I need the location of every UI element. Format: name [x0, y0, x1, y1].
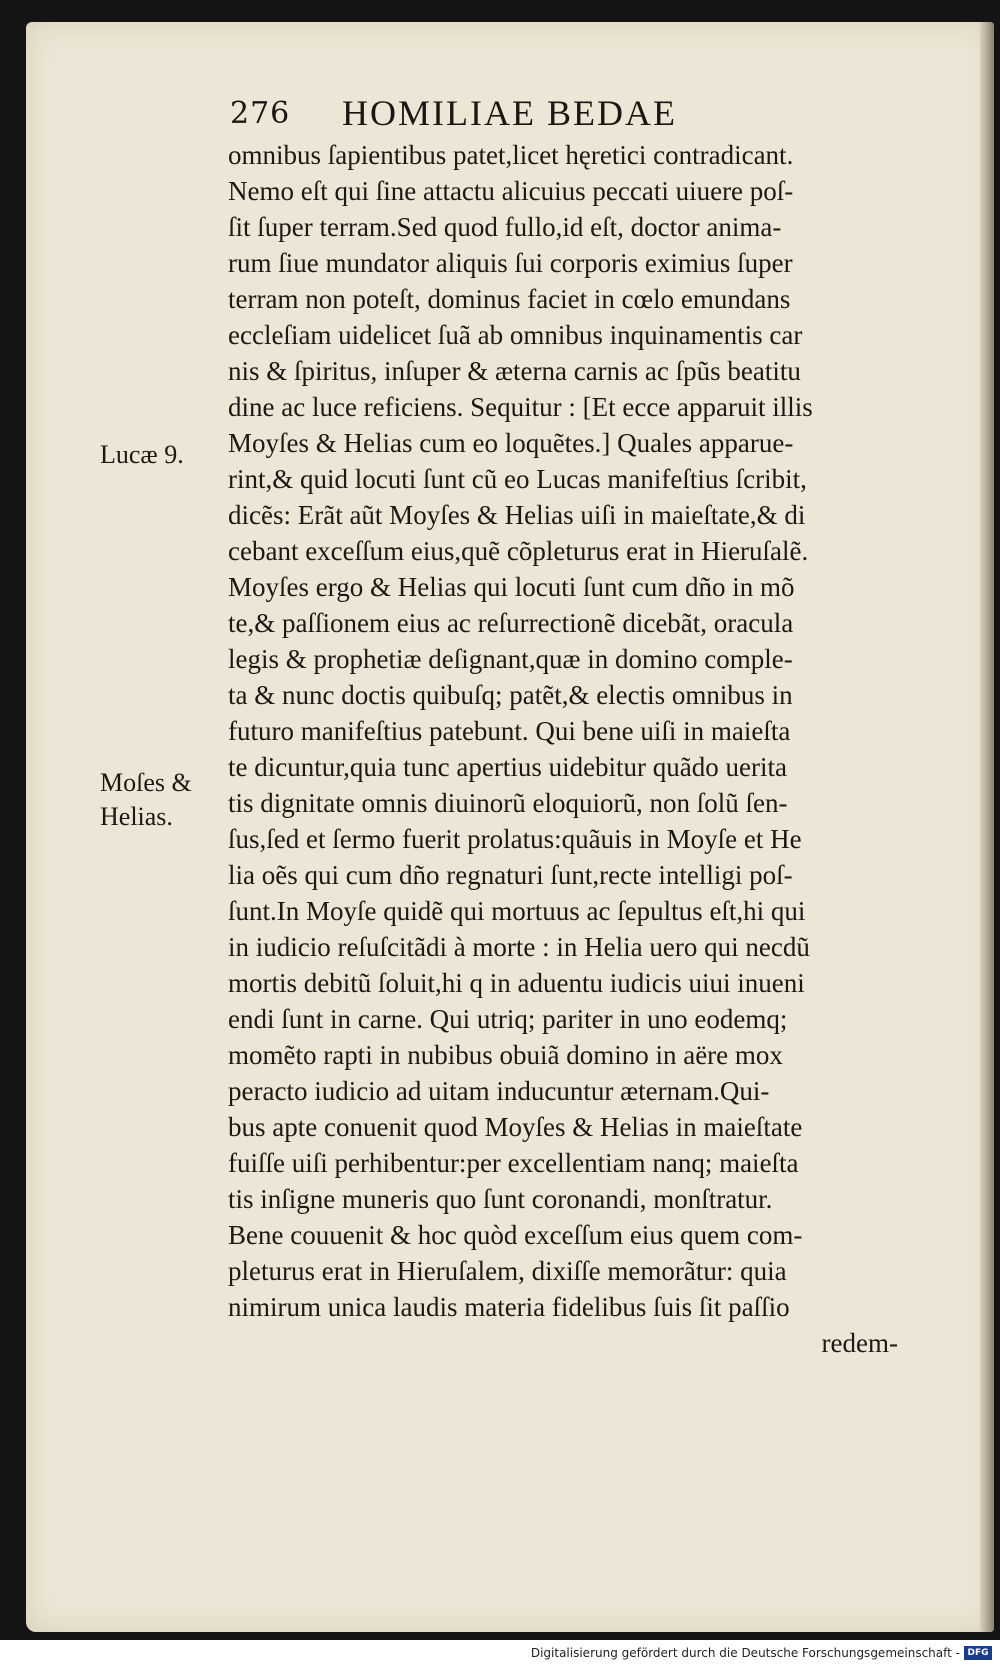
text-line: eccleſiam uidelicet ſuã ab omnibus inquinamentis car — [228, 320, 803, 350]
text-line: futuro manifeſtius patebunt. Qui bene uiſi in maieſta — [228, 716, 791, 746]
text-line: pleturus erat in Hieruſalem, dixiſſe memorãtur: quia — [228, 1256, 787, 1286]
text-line: dine ac luce reficiens. Sequitur : [Et ecce apparuit illis — [228, 392, 813, 422]
text-line: ſus,ſed et ſermo fuerit prolatus:quãuis in Moyſe et He — [228, 824, 802, 854]
text-line: endi ſunt in carne. Qui utriq; pariter in uno eodemq; — [228, 1004, 788, 1034]
text-line: tis dignitate omnis diuinorũ eloquiorũ, non ſolũ ſen- — [228, 788, 788, 818]
text-line: cebant exceſſum eius,quẽ cõpleturus erat in Hieruſalẽ. — [228, 536, 809, 566]
text-line: omnibus ſapientibus patet,licet hęretici contradicant. — [228, 140, 794, 170]
text-line: mortis debitũ ſoluit,hi q in aduentu iudicis uiui inueni — [228, 968, 805, 998]
text-line: ta & nunc doctis quibuſq; patẽt,& electis omnibus in — [228, 680, 793, 710]
page-edge — [980, 22, 994, 1632]
page-header — [230, 92, 790, 142]
margin-note-helias: Helias. — [100, 802, 173, 831]
text-line: Bene couuenit & hoc quòd exceſſum eius quem com- — [228, 1220, 803, 1250]
text-line: rint,& quid locuti ſunt cũ eo Lucas manifeſtius ſcribit, — [228, 464, 807, 494]
body-text — [228, 137, 928, 1361]
catchword: redem- — [821, 1328, 898, 1358]
text-line: te dicuntur,quia tunc apertius uidebitur quãdo uerita — [228, 752, 787, 782]
text-line: te,& paſſionem eius ac reſurrectionẽ dicebãt, oracula — [228, 608, 794, 638]
text-line: Nemo eſt qui ſine attactu alicuius peccati uiuere poſ- — [228, 176, 794, 206]
text-line: Moyſes & Helias cum eo loquẽtes.] Quales apparue- — [228, 428, 794, 458]
text-line: nis & ſpiritus, inſuper & æterna carnis ac ſpũs beatitu — [228, 356, 801, 386]
digitization-credit: Digitalisierung gefördert durch die Deutsche Forschungsgemeinschaft - — [530, 1646, 960, 1660]
text-line: ſunt.In Moyſe quidẽ qui mortuus ac ſepultus eſt,hi qui — [228, 896, 806, 926]
margin-note-lucae: Lucæ 9. — [100, 440, 184, 469]
text-line: bus apte conuenit quod Moyſes & Helias in maieſtate — [228, 1112, 803, 1142]
running-title: HOMILIAE BEDAE — [342, 93, 677, 133]
text-line: nimirum unica laudis materia fidelibus ſuis ſit paſſio — [228, 1292, 790, 1322]
text-line: tis inſigne muneris quo ſunt coronandi, monſtratur. — [228, 1184, 773, 1214]
text-line: Moyſes ergo & Helias qui locuti ſunt cum dño in mõ — [228, 572, 795, 602]
margin-note-moses: Moſes & — [100, 768, 192, 797]
text-line: in iudicio reſuſcitãdi à morte : in Helia uero qui necdũ — [228, 932, 810, 962]
text-line: rum ſiue mundator aliquis ſui corporis eximius ſuper — [228, 248, 793, 278]
text-line: peracto iudicio ad uitam inducuntur æternam.Qui- — [228, 1076, 770, 1106]
text-line: dicẽs: Erãt aũt Moyſes & Helias uiſi in maieſtate,& di — [228, 500, 806, 530]
dfg-logo: DFG — [964, 1646, 992, 1660]
text-line: lia oẽs qui cum dño regnaturi ſunt,recte intelligi poſ- — [228, 860, 793, 890]
text-line: momẽto rapti in nubibus obuiã domino in aëre mox — [228, 1040, 783, 1070]
footer-bar — [0, 1640, 1000, 1668]
text-line: ſit ſuper terram.Sed quod fullo,id eſt, doctor anima- — [228, 212, 782, 242]
text-line: fuiſſe uiſi perhibentur:per excellentiam nanq; maieſta — [228, 1148, 799, 1178]
text-line: legis & prophetiæ deſignant,quæ in domino comple- — [228, 644, 793, 674]
text-line: terram non poteſt, dominus faciet in cœlo emundans — [228, 284, 791, 314]
page-number: 276 — [230, 96, 291, 131]
